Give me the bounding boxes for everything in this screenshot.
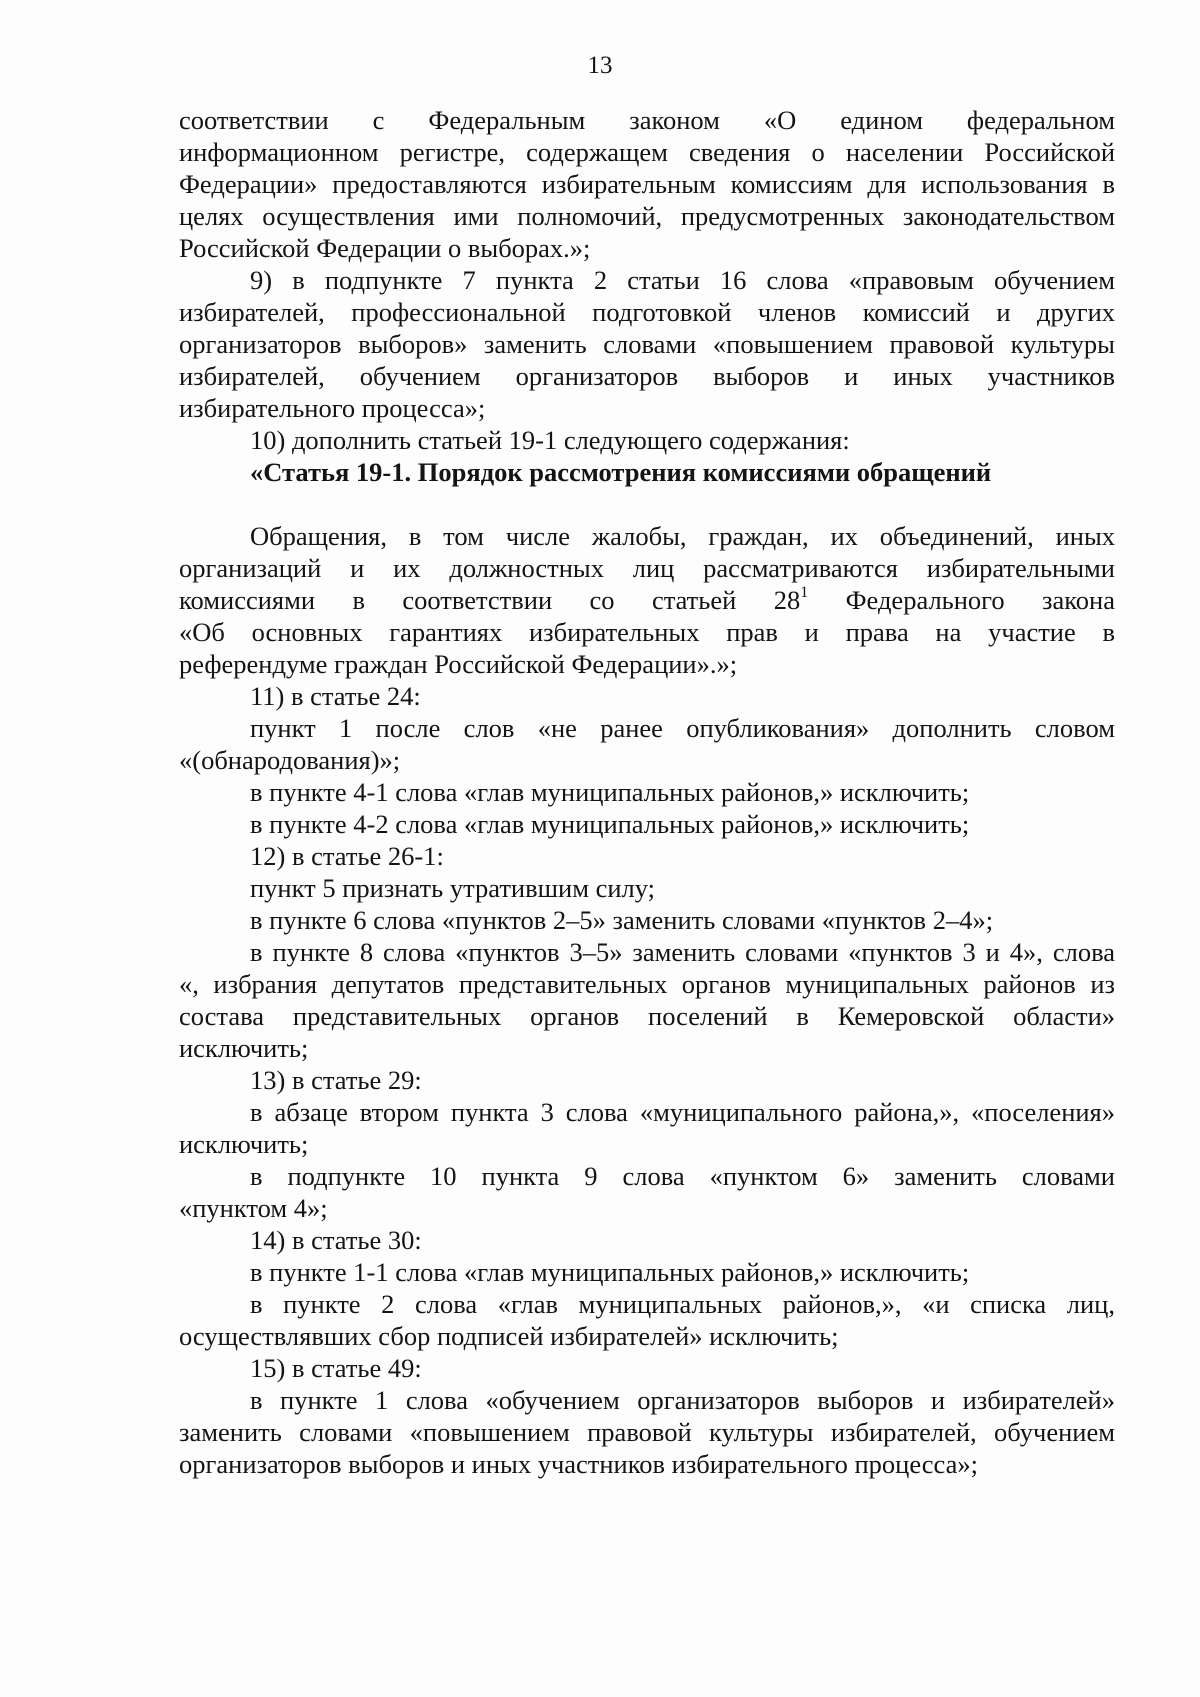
text-line: целях осуществления ими полномочий, предусмотренных законодательством xyxy=(179,201,1115,231)
text-line: в подпункте 10 пункта 9 слова «пунктом 6» заменить словами xyxy=(250,1161,1115,1191)
page-number: 13 xyxy=(587,52,613,79)
text-line: в пункте 2 слова «глав муниципальных районов,», «и списка лиц, xyxy=(250,1289,1115,1319)
text-line: исключить; xyxy=(179,1129,309,1159)
text-line: в пункте 1-1 слова «глав муниципальных районов,» исключить; xyxy=(250,1257,970,1287)
text-line xyxy=(179,584,1115,616)
text-line: «Об основных гарантиях избирательных прав и права на участие в xyxy=(179,617,1115,647)
text-line: избирателей, профессиональной подготовкой членов комиссий и других xyxy=(179,297,1115,327)
text-line: 12) в статье 26-1: xyxy=(250,841,444,871)
text-fragment: Федерального закона xyxy=(808,585,1115,615)
text-line: осуществлявших сбор подписей избирателей» исключить; xyxy=(179,1321,839,1351)
text-line: Обращения, в том числе жалобы, граждан, их объединений, иных xyxy=(250,521,1115,551)
text-line: пункт 5 признать утратившим силу; xyxy=(250,873,656,903)
text-line: состава представительных органов поселений в Кемеровской области» xyxy=(179,1001,1115,1031)
text-line: в пункте 8 слова «пунктов 3–5» заменить словами «пунктов 3 и 4», слова xyxy=(250,937,1115,967)
text-line: 15) в статье 49: xyxy=(250,1353,422,1383)
text-line: избирателей, обучением организаторов выборов и иных участников xyxy=(179,361,1115,391)
text-line: в пункте 6 слова «пунктов 2–5» заменить словами «пунктов 2–4»; xyxy=(250,905,994,935)
text-line: соответствии с Федеральным законом «О едином федеральном xyxy=(179,105,1115,135)
text-line: в пункте 4-1 слова «глав муниципальных районов,» исключить; xyxy=(250,777,970,807)
text-line: 13) в статье 29: xyxy=(250,1065,422,1095)
text-line: 14) в статье 30: xyxy=(250,1225,422,1255)
text-line: «, избрания депутатов представительных органов муниципальных районов из xyxy=(179,969,1115,999)
text-line: организаторов выборов» заменить словами «повышением правовой культуры xyxy=(179,329,1115,359)
text-line: организаторов выборов и иных участников избирательного процесса»; xyxy=(179,1449,978,1479)
text-line: пункт 1 после слов «не ранее опубликования» дополнить словом xyxy=(250,713,1115,743)
text-fragment: комиссиями в соответствии со статьей 28 xyxy=(179,585,801,615)
text-line: 10) дополнить статьей 19-1 следующего содержания: xyxy=(250,425,850,455)
text-line: в абзаце втором пункта 3 слова «муниципального района,», «поселения» xyxy=(250,1097,1115,1127)
text-line: «(обнародования)»; xyxy=(179,745,401,775)
text-line: избирательного процесса»; xyxy=(179,393,486,423)
text-line: 11) в статье 24: xyxy=(250,681,421,711)
text-line: в пункте 1 слова «обучением организаторов выборов и избирателей» xyxy=(250,1385,1115,1415)
text-line: в пункте 4-2 слова «глав муниципальных районов,» исключить; xyxy=(250,809,970,839)
article-heading: «Статья 19-1. Порядок рассмотрения комиссиями обращений xyxy=(250,457,992,487)
text-line: «пунктом 4»; xyxy=(179,1193,328,1223)
text-line: Федерации» предоставляются избирательным комиссиям для использования в xyxy=(179,169,1115,199)
text-line: референдуме граждан Российской Федерации».»; xyxy=(179,649,738,679)
superscript: 1 xyxy=(800,584,809,602)
text-line: исключить; xyxy=(179,1033,309,1063)
text-line: организаций и их должностных лиц рассматриваются избирательными xyxy=(179,553,1115,583)
text-line: Российской Федерации о выборах.»; xyxy=(179,233,591,263)
text-line: 9) в подпункте 7 пункта 2 статьи 16 слова «правовым обучением xyxy=(250,265,1115,295)
text-line: информационном регистре, содержащем сведения о населении Российской xyxy=(179,137,1115,167)
text-line: заменить словами «повышением правовой культуры избирателей, обучением xyxy=(179,1417,1115,1447)
